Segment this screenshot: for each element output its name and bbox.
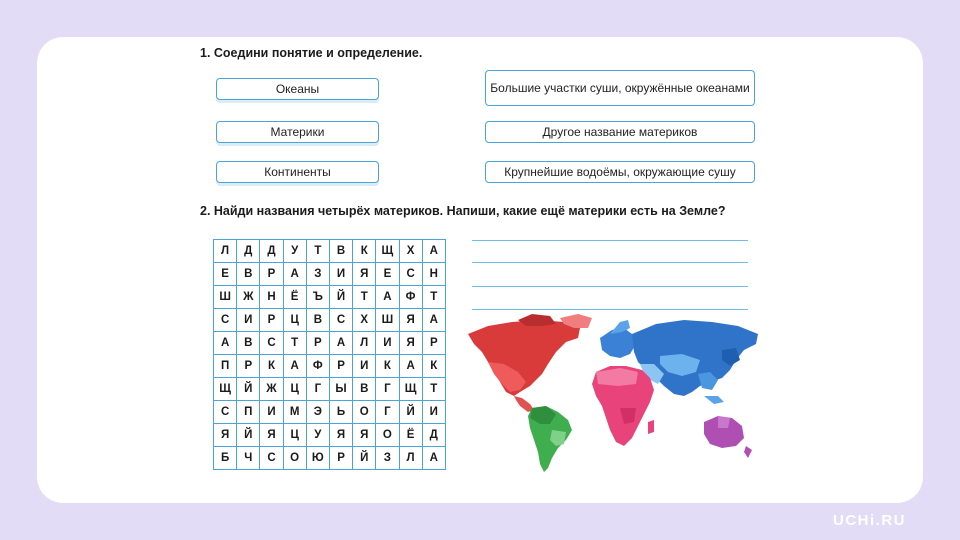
grid-cell[interactable]: К [260, 355, 283, 378]
grid-cell[interactable]: А [214, 332, 237, 355]
grid-cell[interactable]: Ц [283, 378, 306, 401]
grid-cell[interactable]: И [376, 332, 399, 355]
grid-row [214, 424, 446, 447]
grid-cell[interactable]: А [422, 240, 445, 263]
term-box-continents[interactable]: Континенты [216, 161, 379, 183]
grid-cell[interactable]: И [329, 263, 352, 286]
grid-row [214, 355, 446, 378]
grid-row [214, 263, 446, 286]
grid-cell[interactable]: Я [329, 424, 352, 447]
grid-cell[interactable]: Й [237, 424, 260, 447]
grid-cell[interactable]: С [399, 263, 422, 286]
grid-cell[interactable]: Б [214, 447, 237, 470]
grid-cell[interactable]: О [353, 401, 376, 424]
grid-cell[interactable]: Р [260, 309, 283, 332]
grid-cell[interactable]: Р [422, 332, 445, 355]
africa-region [592, 366, 654, 446]
answer-line[interactable] [472, 240, 748, 241]
answer-line[interactable] [472, 262, 748, 263]
task2-title: 2. Найди названия четырёх материков. Напиши, какие ещё материки есть на Земле? [200, 204, 726, 218]
word-search-grid [213, 239, 446, 470]
grid-cell[interactable]: Т [422, 286, 445, 309]
grid-cell[interactable]: А [399, 355, 422, 378]
grid-cell[interactable]: Ф [399, 286, 422, 309]
grid-row [214, 240, 446, 263]
grid-cell[interactable]: Т [422, 378, 445, 401]
grid-cell[interactable]: М [283, 401, 306, 424]
grid-cell[interactable]: О [283, 447, 306, 470]
grid-cell[interactable]: Г [376, 401, 399, 424]
grid-cell[interactable]: Е [214, 263, 237, 286]
grid-cell[interactable]: Р [260, 263, 283, 286]
grid-cell[interactable]: В [329, 240, 352, 263]
grid-cell[interactable]: Ц [283, 309, 306, 332]
grid-cell[interactable]: Щ [399, 378, 422, 401]
grid-cell[interactable]: Я [260, 424, 283, 447]
grid-cell[interactable]: Ж [237, 286, 260, 309]
grid-cell[interactable]: О [376, 424, 399, 447]
grid-cell[interactable]: Й [237, 378, 260, 401]
term-box-mainlands[interactable]: Материки [216, 121, 379, 143]
grid-cell[interactable]: Л [214, 240, 237, 263]
grid-row [214, 332, 446, 355]
grid-cell[interactable]: И [237, 309, 260, 332]
grid-cell[interactable]: Ы [329, 378, 352, 401]
task1-title: 1. Соедини понятие и определение. [200, 46, 423, 60]
grid-cell[interactable]: Ъ [306, 286, 329, 309]
grid-cell[interactable]: Я [214, 424, 237, 447]
grid-cell[interactable]: А [283, 263, 306, 286]
grid-cell[interactable]: Г [376, 378, 399, 401]
grid-cell[interactable]: Г [306, 378, 329, 401]
grid-cell[interactable]: С [214, 401, 237, 424]
grid-cell[interactable]: Й [329, 286, 352, 309]
grid-cell[interactable]: К [353, 240, 376, 263]
grid-cell[interactable]: А [329, 332, 352, 355]
grid-cell[interactable]: Р [329, 447, 352, 470]
grid-cell[interactable]: В [237, 263, 260, 286]
grid-cell[interactable]: Ю [306, 447, 329, 470]
grid-cell[interactable]: В [237, 332, 260, 355]
grid-cell[interactable]: Х [399, 240, 422, 263]
grid-cell[interactable]: Ш [214, 286, 237, 309]
grid-cell[interactable]: Ё [283, 286, 306, 309]
north-america-region [468, 314, 592, 412]
grid-cell[interactable]: Т [353, 286, 376, 309]
grid-cell[interactable]: Е [376, 263, 399, 286]
grid-cell[interactable]: А [283, 355, 306, 378]
grid-cell[interactable]: П [237, 401, 260, 424]
grid-cell[interactable]: С [260, 332, 283, 355]
grid-row [214, 286, 446, 309]
grid-cell[interactable]: З [306, 263, 329, 286]
grid-cell[interactable]: Р [237, 355, 260, 378]
grid-cell[interactable]: Л [399, 447, 422, 470]
grid-cell[interactable]: И [422, 401, 445, 424]
grid-row [214, 309, 446, 332]
definition-box-land-areas[interactable]: Большие участки суши, окружённые океанами [485, 70, 755, 106]
grid-cell[interactable]: Ш [376, 309, 399, 332]
grid-cell[interactable]: Т [306, 240, 329, 263]
grid-cell[interactable]: Н [422, 263, 445, 286]
grid-cell[interactable]: У [306, 424, 329, 447]
definition-box-largest-waters[interactable]: Крупнейшие водоёмы, окружающие сушу [485, 161, 755, 183]
grid-cell[interactable]: Ц [283, 424, 306, 447]
grid-row [214, 378, 446, 401]
grid-cell[interactable]: К [376, 355, 399, 378]
grid-cell[interactable]: Р [329, 355, 352, 378]
grid-cell[interactable]: Ч [237, 447, 260, 470]
grid-row [214, 401, 446, 424]
south-america-region [528, 406, 572, 472]
grid-cell[interactable]: Ь [329, 401, 352, 424]
grid-cell[interactable]: Э [306, 401, 329, 424]
grid-cell[interactable]: С [214, 309, 237, 332]
grid-cell[interactable]: А [422, 447, 445, 470]
world-map [460, 312, 760, 474]
grid-cell[interactable]: С [329, 309, 352, 332]
grid-cell[interactable]: Л [353, 332, 376, 355]
grid-cell[interactable]: Я [353, 263, 376, 286]
answer-line[interactable] [472, 309, 748, 310]
grid-cell[interactable]: Х [353, 309, 376, 332]
answer-line[interactable] [472, 286, 748, 287]
grid-cell[interactable]: Ё [399, 424, 422, 447]
grid-row [214, 447, 446, 470]
grid-cell[interactable]: Я [399, 332, 422, 355]
grid-cell[interactable]: Ф [306, 355, 329, 378]
grid-cell[interactable]: Д [260, 240, 283, 263]
grid-cell[interactable]: А [376, 286, 399, 309]
grid-cell[interactable]: Д [237, 240, 260, 263]
grid-cell[interactable]: З [376, 447, 399, 470]
grid-cell[interactable]: Й [353, 447, 376, 470]
grid-cell[interactable]: А [422, 309, 445, 332]
grid-cell[interactable]: Я [353, 424, 376, 447]
grid-cell[interactable]: И [353, 355, 376, 378]
grid-cell[interactable]: В [353, 378, 376, 401]
grid-cell[interactable]: Ж [260, 378, 283, 401]
grid-cell[interactable]: Щ [214, 378, 237, 401]
grid-cell[interactable]: И [260, 401, 283, 424]
brand-logo: UCHi.RU [833, 512, 906, 529]
grid-cell[interactable]: Й [399, 401, 422, 424]
grid-cell[interactable]: П [214, 355, 237, 378]
term-box-oceans[interactable]: Океаны [216, 78, 379, 100]
grid-cell[interactable]: В [306, 309, 329, 332]
grid-cell[interactable]: Н [260, 286, 283, 309]
grid-cell[interactable]: К [422, 355, 445, 378]
grid-cell[interactable]: Щ [376, 240, 399, 263]
grid-cell[interactable]: Д [422, 424, 445, 447]
grid-cell[interactable]: С [260, 447, 283, 470]
definition-box-other-name[interactable]: Другое название материков [485, 121, 755, 143]
grid-cell[interactable]: Я [399, 309, 422, 332]
grid-cell[interactable]: Р [306, 332, 329, 355]
grid-cell[interactable]: Т [283, 332, 306, 355]
australia-region [704, 416, 752, 458]
grid-cell[interactable]: У [283, 240, 306, 263]
